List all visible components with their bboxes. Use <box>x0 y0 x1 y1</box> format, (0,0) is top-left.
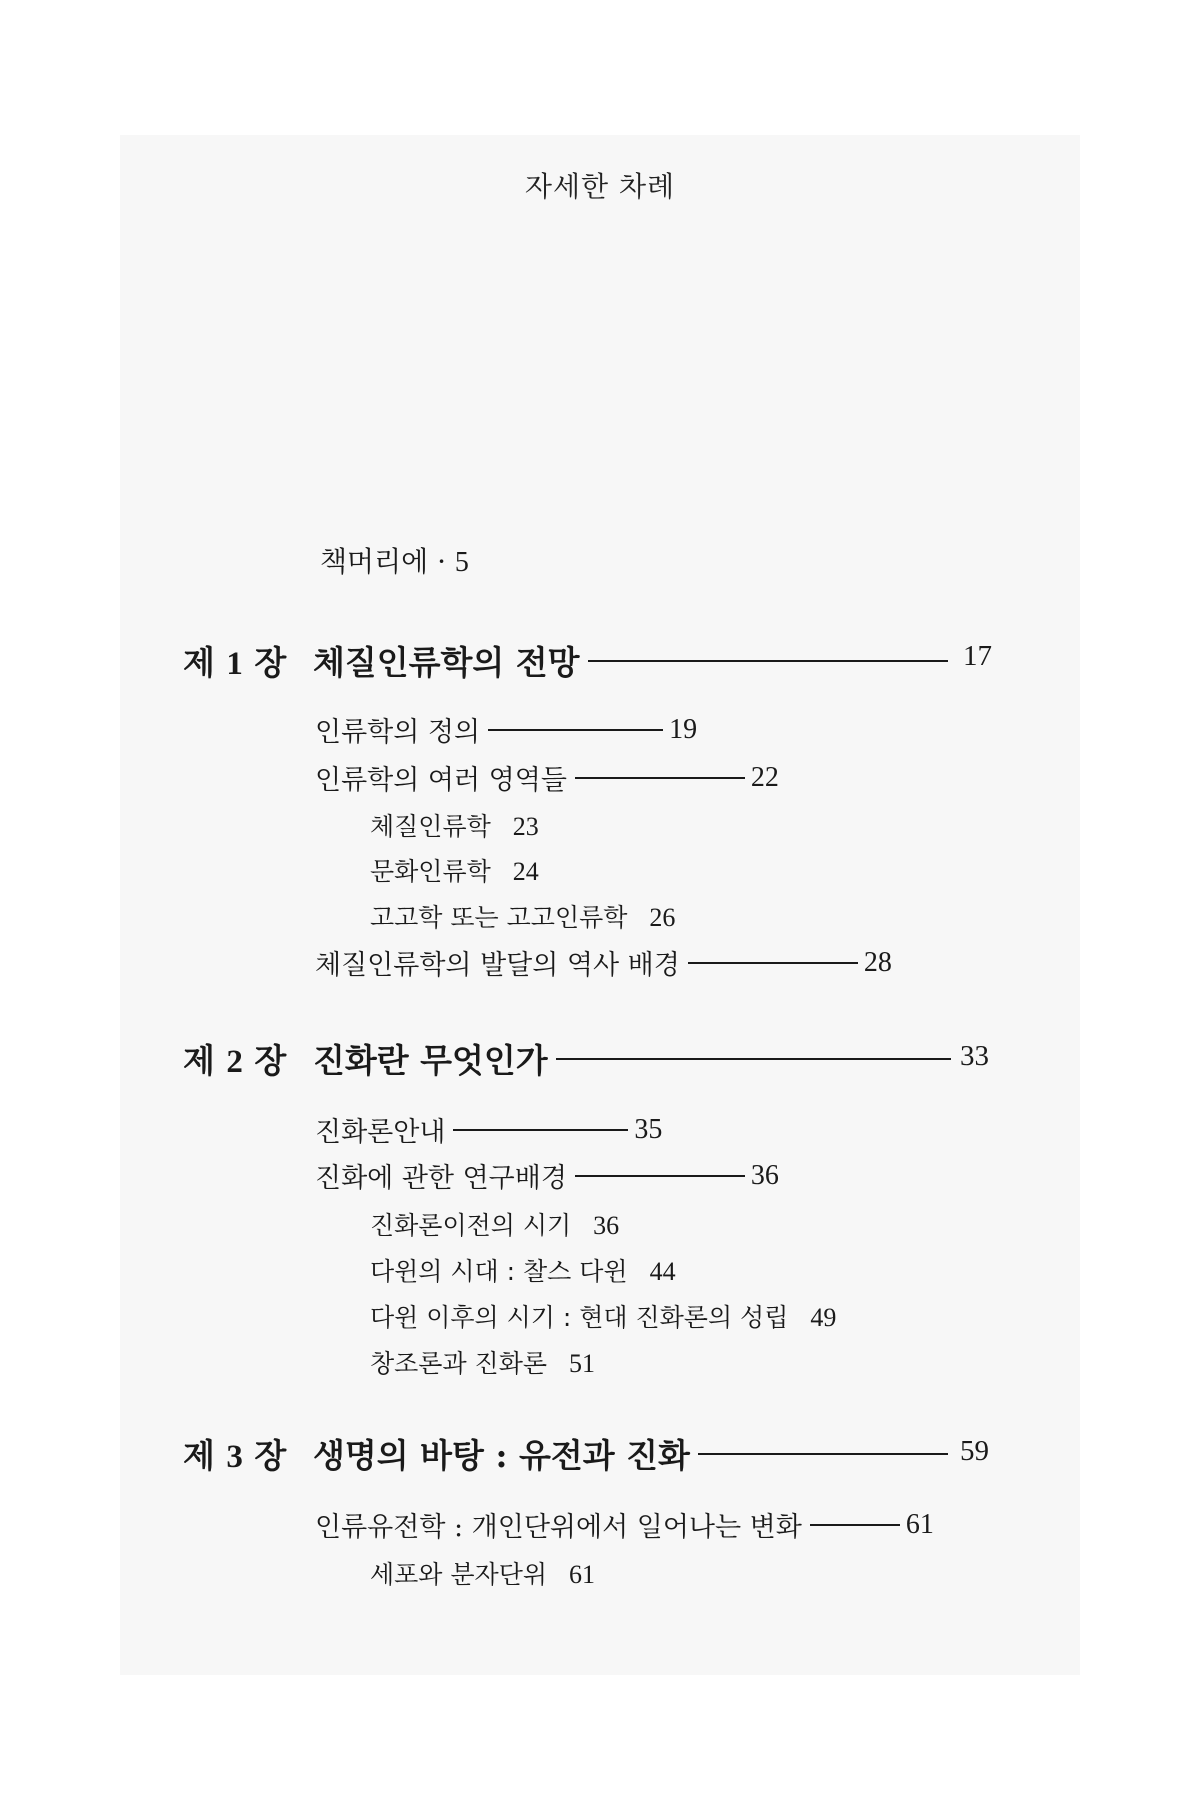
preface-page: 5 <box>454 547 469 578</box>
leader-dash <box>556 1058 951 1060</box>
chapter-3-page: 59 <box>960 1435 989 1467</box>
leader-dash <box>575 777 745 779</box>
chapter-1-title-line[interactable] <box>313 637 954 684</box>
toc-section[interactable]: 진화론안내 35 <box>315 1113 663 1148</box>
toc-section[interactable]: 체질인류학의 발달의 역사 배경 28 <box>315 946 892 981</box>
chapter-1-title: 체질인류학의 전망 <box>313 643 580 682</box>
leader-dash <box>688 962 858 964</box>
preface-separator: · <box>437 545 447 578</box>
toc-section[interactable]: 인류학의 여러 영역들 22 <box>315 761 779 796</box>
toc-section[interactable]: 인류유전학 : 개인단위에서 일어나는 변화 61 <box>315 1508 934 1543</box>
toc-subsection[interactable]: 고고학 또는 고고인류학 26 <box>370 903 676 932</box>
chapter-2-title: 진화란 무엇인가 <box>313 1041 548 1080</box>
toc-subsection[interactable]: 다윈 이후의 시기 : 현대 진화론의 성립 49 <box>370 1303 837 1332</box>
chapter-3-title-line[interactable] <box>313 1430 954 1477</box>
chapter-2-title-line[interactable] <box>313 1035 957 1082</box>
toc-subsection[interactable]: 체질인류학 23 <box>370 812 539 841</box>
toc-preface[interactable] <box>320 540 469 580</box>
leader-dash <box>588 660 948 662</box>
page-header: 자세한 차례 <box>524 170 676 203</box>
preface-label: 책머리에 <box>320 545 429 578</box>
leader-dash <box>488 729 663 731</box>
leader-dash <box>453 1129 628 1131</box>
toc-section[interactable]: 진화에 관한 연구배경 36 <box>315 1159 779 1194</box>
leader-dash <box>810 1524 900 1526</box>
chapter-2-label: 제 2 장 <box>183 1041 287 1080</box>
chapter-3-label: 제 3 장 <box>183 1436 287 1475</box>
chapter-1-page: 17 <box>963 640 992 672</box>
toc-subsection[interactable]: 다윈의 시대 : 찰스 다윈 44 <box>370 1257 676 1286</box>
leader-dash <box>575 1175 745 1177</box>
toc-subsection[interactable]: 진화론이전의 시기 36 <box>370 1211 620 1240</box>
leader-dash <box>698 1453 948 1455</box>
toc-section[interactable]: 인류학의 정의 19 <box>315 713 698 748</box>
toc-subsection[interactable]: 세포와 분자단위 61 <box>370 1560 595 1589</box>
chapter-3-title: 생명의 바탕 : 유전과 진화 <box>313 1436 690 1475</box>
toc-subsection[interactable]: 창조론과 진화론 51 <box>370 1349 595 1378</box>
chapter-1-label: 제 1 장 <box>183 643 287 682</box>
chapter-2-page: 33 <box>960 1040 989 1072</box>
toc-subsection[interactable]: 문화인류학 24 <box>370 857 539 886</box>
